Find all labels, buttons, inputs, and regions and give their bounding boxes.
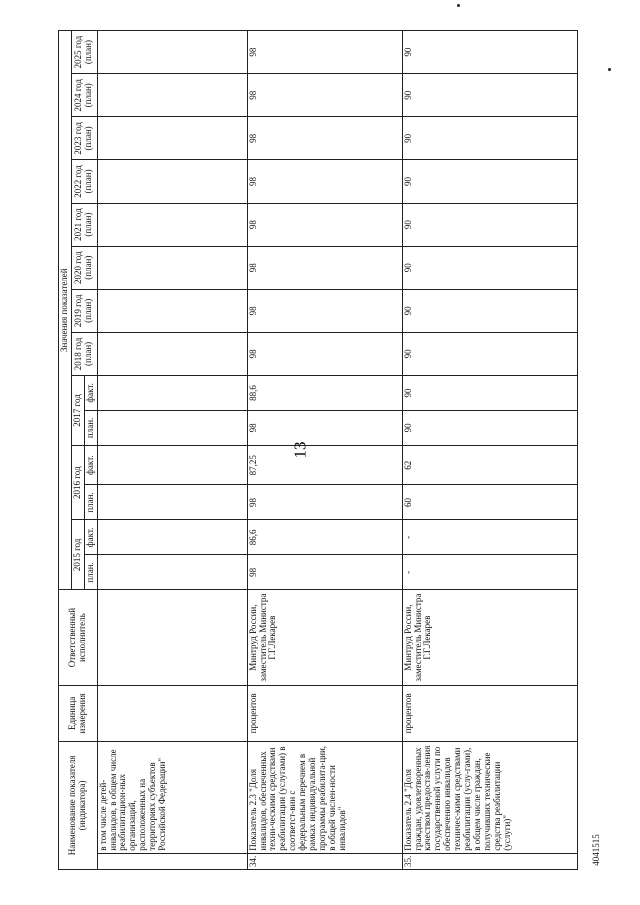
responsible-cell: [97, 590, 247, 686]
unit-cell: процентов: [247, 685, 402, 741]
value-2024: [97, 74, 247, 117]
value-2019: 90: [402, 289, 577, 332]
indicator-name: Показатель 2.3 "Доля инвалидов, обеспеченных техни-ческими средствами реабилитации (услугами) в соответст-вии с федеральным перечнем в рамках индивидуальной программы реабилита-ции, в общей числен-ности инвалидов": [247, 741, 402, 853]
table-row: [247, 31, 402, 870]
responsible-cell: Минтруд России, заместитель Министра Г.Г.Лекарев: [247, 590, 402, 686]
value-2023: 98: [247, 117, 402, 160]
value-2017-fact: 88,6: [247, 375, 402, 410]
value-2021: [97, 203, 247, 246]
value-2025: 90: [402, 31, 577, 74]
header-year-2019: 2019 год (план): [71, 289, 97, 332]
value-2025: 98: [247, 31, 402, 74]
unit-cell: [97, 685, 247, 741]
value-2016-fact: [97, 445, 247, 485]
header-year-2023: 2023 год (план): [71, 117, 97, 160]
indicator-name: в том числе детей-инвалидов, в общем числе реабилитацион-ных организаций, расположенных на территориях субъектов Российской Федерации": [97, 741, 247, 853]
value-2023: [97, 117, 247, 160]
unit-cell: процентов: [402, 685, 577, 741]
value-2018: 90: [402, 332, 577, 375]
header-year-2024: 2024 год (план): [71, 74, 97, 117]
header-responsible: Ответственный исполнитель: [59, 590, 98, 686]
speck-mark: [457, 4, 460, 7]
value-2017-plan: [97, 410, 247, 445]
table-row: [402, 31, 577, 870]
header-2016-fact: факт.: [84, 445, 97, 485]
value-2015-fact: 86,6: [247, 520, 402, 555]
value-2015-fact: [97, 520, 247, 555]
value-2015-fact: -: [402, 520, 577, 555]
header-2017-plan: план.: [84, 410, 97, 445]
value-2015-plan: 98: [247, 555, 402, 590]
value-2022: 98: [247, 160, 402, 203]
row-number: [97, 853, 247, 869]
value-2022: [97, 160, 247, 203]
document-id: 4041515: [590, 834, 601, 866]
value-2023: 90: [402, 117, 577, 160]
indicators-table: [58, 30, 578, 870]
value-2016-fact: 87,25: [247, 445, 402, 485]
value-2020: 90: [402, 246, 577, 289]
value-2017-fact: [97, 375, 247, 410]
value-2017-plan: 90: [402, 410, 577, 445]
indicator-name: Показатель 2.4 "Доля граждан, удовлетворенных качеством предостав-ления государственной услуги по обеспечению инвалидов техничес-кими средствами реабилитации (услу-гами), в общем числе граждан, получивших технические средства реабилитации (услуги)": [402, 741, 577, 853]
header-year-2020: 2020 год (план): [71, 246, 97, 289]
value-2024: 98: [247, 74, 402, 117]
header-2015-plan: план.: [84, 555, 97, 590]
header-year-2018: 2018 год (план): [71, 332, 97, 375]
page-number: 13: [290, 441, 310, 459]
value-2017-plan: 98: [247, 410, 402, 445]
responsible-cell: Минтруд России, заместитель Министра Г.Г.Лекарев: [402, 590, 577, 686]
value-2024: 90: [402, 74, 577, 117]
header-2015-fact: факт.: [84, 520, 97, 555]
header-year-2022: 2022 год (план): [71, 160, 97, 203]
value-2016-fact: 62: [402, 445, 577, 485]
value-2019: [97, 289, 247, 332]
value-2016-plan: 98: [247, 485, 402, 520]
header-year-2021: 2021 год (план): [71, 203, 97, 246]
value-2020: [97, 246, 247, 289]
value-2021: 90: [402, 203, 577, 246]
value-2015-plan: [97, 555, 247, 590]
value-2017-fact: 90: [402, 375, 577, 410]
value-2018: 98: [247, 332, 402, 375]
header-year-2025: 2025 год (план): [71, 31, 97, 74]
value-2016-plan: [97, 485, 247, 520]
value-2018: [97, 332, 247, 375]
header-values-group: Значения показателей: [59, 31, 72, 590]
table-row: [97, 31, 247, 870]
row-number: 35.: [402, 853, 577, 869]
row-number: 34.: [247, 853, 402, 869]
header-2017-fact: факт.: [84, 375, 97, 410]
value-2022: 90: [402, 160, 577, 203]
value-2016-plan: 60: [402, 485, 577, 520]
header-year-2015: 2015 год: [71, 520, 84, 590]
value-2021: 98: [247, 203, 402, 246]
header-year-2017: 2017 год: [71, 375, 84, 445]
header-2016-plan: план.: [84, 485, 97, 520]
header-indicator-name: Наименование показателя (индикатора): [59, 741, 98, 869]
header-unit: Единица измерения: [59, 685, 98, 741]
value-2020: 98: [247, 246, 402, 289]
value-2015-plan: -: [402, 555, 577, 590]
header-year-2016: 2016 год: [71, 445, 84, 520]
rotated-table-wrapper: [58, 30, 633, 870]
value-2025: [97, 31, 247, 74]
value-2019: 98: [247, 289, 402, 332]
